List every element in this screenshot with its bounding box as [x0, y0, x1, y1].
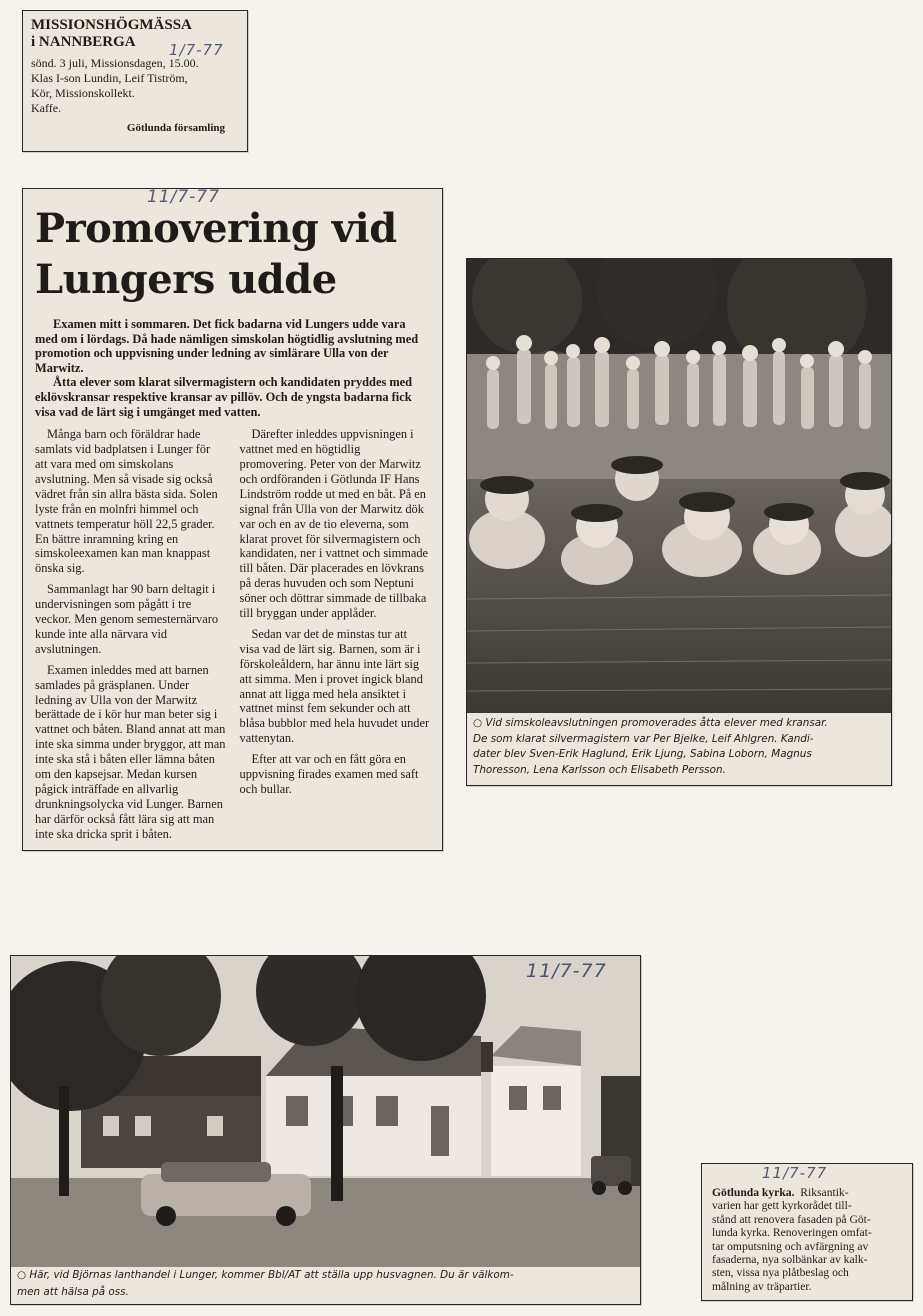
clipping-signature: Götlunda församling [126, 122, 225, 134]
article-headline: Promovering vid Lungers udde [35, 205, 397, 303]
clipping-body-line: sönd. 3 juli, Missionsdagen, 15.00. [31, 56, 199, 70]
article-paragraph: Efter att var och en fått göra en uppvisning firades examen med saft och bullar. [239, 752, 419, 796]
handwritten-date: 11/7-77 [147, 187, 220, 207]
article-paragraph: Sammanlagt har 90 barn deltagit i undervisningen som pågått i tre veckor. Men genom semesternärvaro kunde inte alla närvara vid avslutningen. [35, 582, 219, 656]
caption-line: ○ Här, vid Björnas lanthandel i Lunger, kommer Bbl/AT att ställa upp husvagnen. Du är välkom- [17, 1269, 514, 1281]
clipping-body-line: Kör, Missionskollekt. [31, 86, 135, 100]
clipping-body [712, 1186, 904, 1293]
article-columns [35, 427, 430, 847]
handwritten-date: 11/7-77 [526, 960, 607, 982]
clipping-body-line: Riksantik- [800, 1186, 849, 1199]
caption-line: dater blev Sven-Erik Haglund, Erik Ljung, Sabina Loborn, Magnus [473, 748, 812, 760]
clipping-missionshogmassa [22, 10, 248, 152]
clipping-body-line: varien har gett kyrkorådet till- [712, 1199, 852, 1213]
handwritten-date: 1/7-77 [169, 41, 224, 59]
article-lead: Examen mitt i sommaren. Det fick badarna vid Lungers udde vara med om i lördags. Då hade nämligen simskolan högtidlig avslutning med promotion och uppvisning under ledning av simlärare Ulla von der Marwitz. [35, 317, 419, 375]
clipping-body-line: lunda kyrka. Renoveringen omfat- [712, 1226, 872, 1240]
clipping-title-line: MISSIONSHÖGMÄSSA [31, 17, 192, 33]
clipping-gotlunda-kyrka [701, 1163, 913, 1301]
photo-caption [473, 716, 887, 778]
country-store-photo [11, 956, 640, 1267]
article-lead: Åtta elever som klarat silvermagistern och kandidaten pryddes med eklövskransar respektive kransar av pillöv. Och de yngsta badarna fick visa vad de lärt sig i umgänget med vatten. [35, 375, 413, 419]
clipping-body-line: sten, vissa nya plåtbeslag och [712, 1266, 849, 1280]
clipping-body-line: fasaderna, nya solbänkar av kalk- [712, 1253, 868, 1267]
clipping-title: Götlunda kyrka. [712, 1186, 795, 1199]
caption-line: Thoresson, Lena Karlsson och Elisabeth Persson. [473, 763, 726, 776]
article-promovering [22, 188, 443, 851]
clipping-body [31, 56, 239, 116]
clipping-title-line: i NANNBERGA [31, 34, 136, 50]
caption-line: men att hälsa på oss. [17, 1286, 129, 1298]
article-column-left [35, 427, 226, 847]
clipping-body-line: målning av träpartier. [712, 1279, 812, 1293]
swimmers-photo [467, 259, 891, 713]
clipping-body-line: stånd att renovera fasaden på Göt- [712, 1212, 871, 1226]
photo-shop-clipping [10, 955, 641, 1305]
caption-line: De som klarat silvermagistern var Per Bjelke, Leif Ahlgren. Kandi- [473, 732, 814, 745]
clipping-body-line: tar omputsning och avfärgning av [712, 1239, 869, 1253]
article-column-right [240, 427, 431, 847]
article-paragraph: Sedan var det de minstas tur att visa vad de lärt sig. Barnen, som är i förskoleåldern, har ännu inte lärt sig att simma. Men i provet ingick bland annat att ligga med hela ansiktet i vattnet minst fem sekunder och att blåsa bubblor med hela huvudet under vattenytan. [239, 626, 430, 746]
article-paragraph: Många barn och föräldrar hade samlats vid badplatsen i Lunger för att vara med om simskolans avslutning. Men så visade sig också vädret från sin allra bästa sida. Solen lyste från en molnfri himmel och vattnets temperatur höll 22,5 grader. En bättre inramning kring en simskoleexamen kan man knappast önska sig. [35, 427, 218, 576]
article-paragraph: Examen inleddes med att barnen samlades på gräsplanen. Under ledning av Ulla von der Marwitz berättade de i kör hur man beter sig i vattnet och båten. Bland annat att man inte ska simma under bryggor, att man inte ska stå i båten eller lämna båten om den kapsejsar. Medan kursen pågick inträffade en allvarlig drunkningsolycka vid Lunger. Barnen har därför också fått lära sig att man inte ska dricka sprit i båten. [35, 662, 226, 841]
clipping-body-line: Klas I-son Lundin, Leif Tiströ​m, [31, 71, 188, 85]
clipping-body-line: Kaffe. [31, 101, 62, 115]
caption-line: ○ Vid simskoleavslutningen promoverades åtta elever med kransar. [473, 717, 828, 729]
handwritten-date: 11/7-77 [762, 1164, 828, 1182]
article-paragraph: Därefter inleddes uppvisningen i vattnet med en högtidlig promovering. Peter von der Marwitz och ordföranden i Götlunda IF Hans Lindström rodde ut med en båt. På en signal från Ulla von der Marwitz dök var och en av de tio eleverna, som klarat provet för silvermagistern och kandidaten, ner i vattnet och simmade till båten. Där placerades en lövkrans på deras huvuden och som Neptuni söner och döttrar simmade de tillbaka till bryggan under applåder. [239, 427, 429, 621]
photo-swim-school-clipping [466, 258, 892, 786]
photo-caption [17, 1267, 635, 1301]
